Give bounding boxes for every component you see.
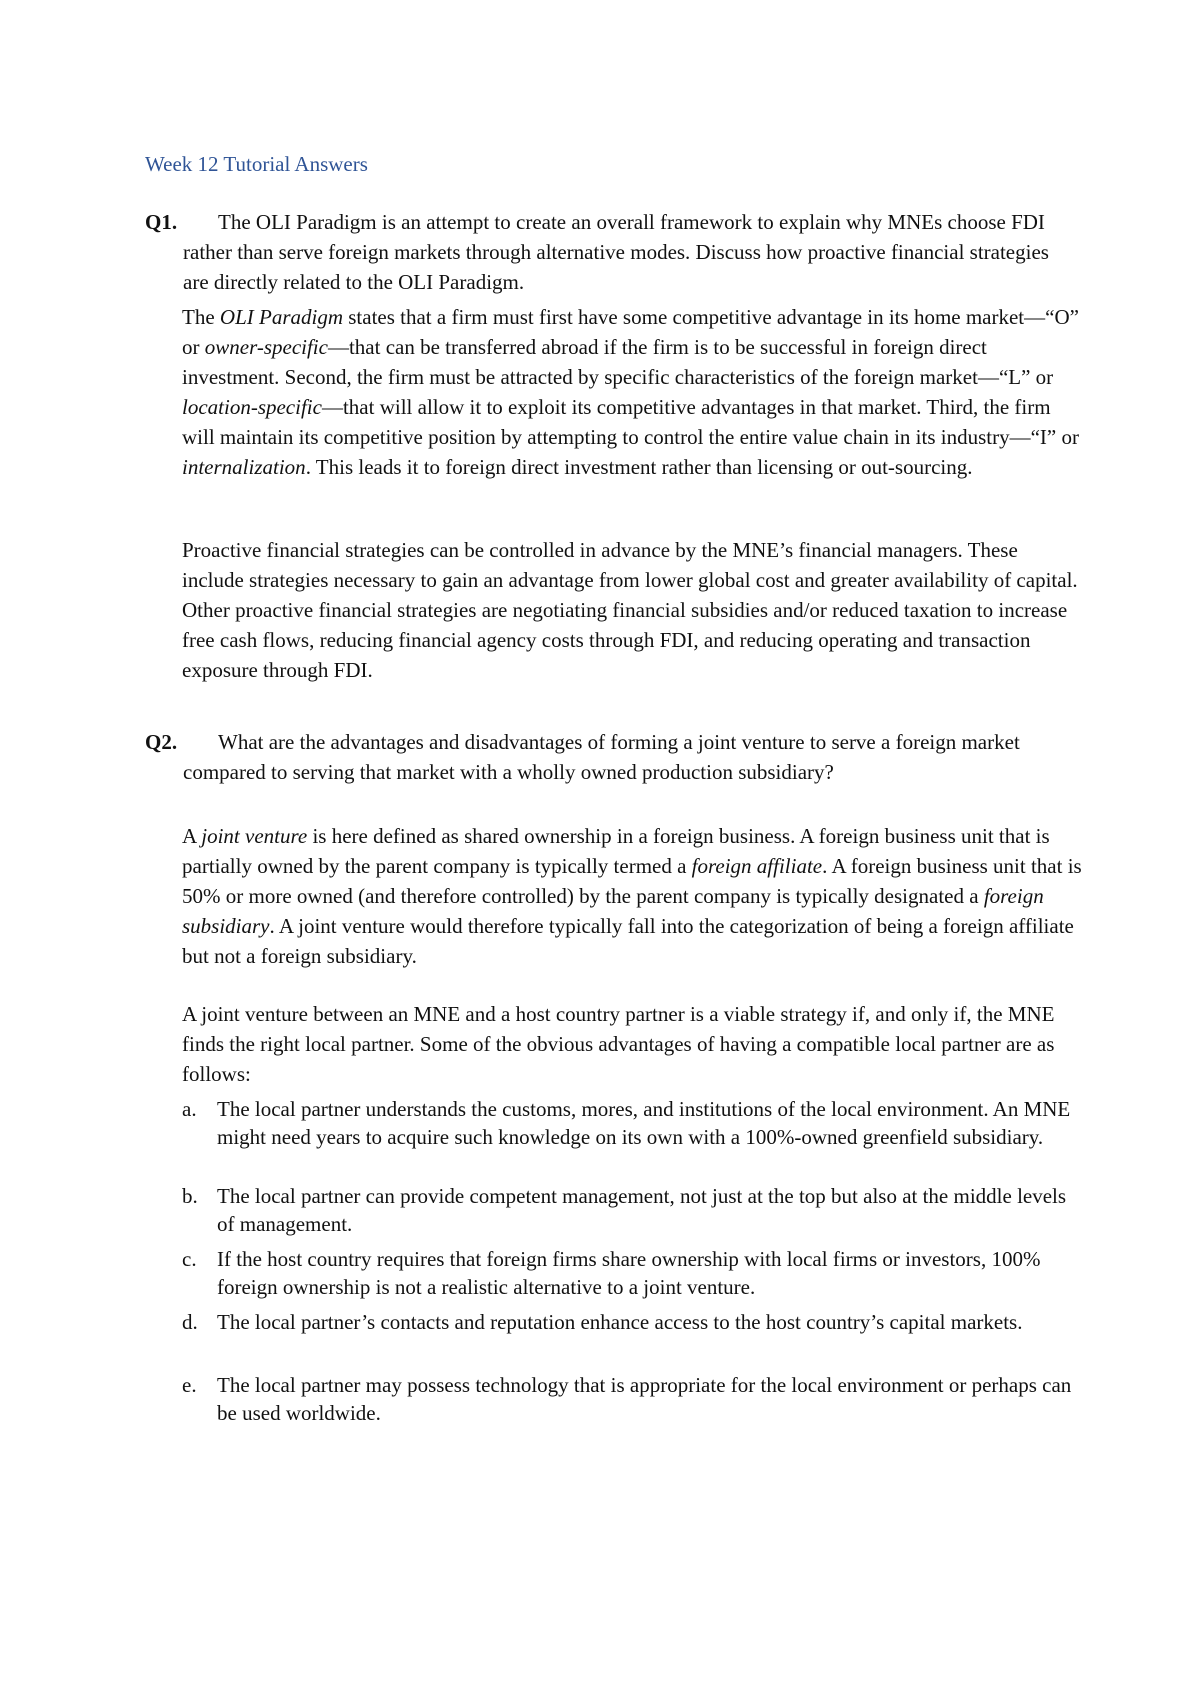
q2-answer-paragraph-2: A joint venture between an MNE and a host country partner is a viable strategy if, and only if, the MNE finds the right local partner. Some of the obvious advantages of having a compatible local partner are as follows: [182,1002,1055,1086]
list-item-text: The local partner’s contacts and reputation enhance access to the host country’s capital markets. [217,1310,1023,1334]
q2-answer-paragraph-1: A joint venture is here defined as shared ownership in a foreign business. A foreign business unit that is partially owned by the parent company is typically termed a foreign affiliate. A foreign business unit that is 50% or more owned (and therefore controlled) by the parent company is typically designated a foreign subsidiary. A joint venture would therefore typically fall into the categorization of being a foreign affiliate but not a foreign subsidiary. [182,824,1082,968]
list-item-text: The local partner may possess technology that is appropriate for the local environment or perhaps can be used worldwide. [217,1373,1072,1425]
question-2 [145,727,1075,787]
list-marker: b. [182,1184,198,1208]
list-marker: a. [182,1097,197,1121]
list-item-text: The local partner understands the customs, mores, and institutions of the local environment. An MNE might need years to acquire such knowledge on its own with a 100%-owned greenfield subsidiary. [217,1097,1071,1149]
document-title: Week 12 Tutorial Answers [145,152,368,176]
list-item [182,1182,1082,1238]
question-1-text: The OLI Paradigm is an attempt to create an overall framework to explain why MNEs choose FDI rather than serve foreign markets through alternative modes. Discuss how proactive financial strategies are directly related to the OLI Paradigm. [183,210,1049,294]
question-2-text: What are the advantages and disadvantages of forming a joint venture to serve a foreign market compared to serving that market with a wholly owned production subsidiary? [183,730,1020,784]
q1-answer-paragraph-1: The OLI Paradigm states that a firm must first have some competitive advantage in its home market—“O” or owner-specific—that can be transferred abroad if the firm is to be successful in foreign direct investment. Second, the firm must be attracted by specific characteristics of the foreign market—“L” or location-specific—that will allow it to exploit its competitive advantages in that market. Third, the firm will maintain its competitive position by attempting to control the entire value chain in its industry—“I” or internalization. This leads it to foreign direct investment rather than licensing or out-sourcing. [182,305,1079,479]
list-marker: e. [182,1373,197,1397]
question-1-number: Q1. [145,210,178,234]
question-2-number: Q2. [145,730,178,754]
list-item [182,1245,1082,1301]
list-item-text: If the host country requires that foreign firms share ownership with local firms or investors, 100% foreign ownership is not a realistic alternative to a joint venture. [217,1247,1041,1299]
q1-answer-paragraph-2: Proactive financial strategies can be controlled in advance by the MNE’s financial managers. These include strategies necessary to gain an advantage from lower global cost and greater availability of capital. Other proactive financial strategies are negotiating financial subsidies and/or reduced taxation to increase free cash flows, reducing financial agency costs through FDI, and reducing operating and transaction exposure through FDI. [182,538,1078,682]
list-marker: d. [182,1310,198,1334]
list-item [182,1371,1082,1427]
list-item [182,1095,1082,1151]
question-1 [145,207,1075,297]
list-marker: c. [182,1247,197,1271]
list-item-text: The local partner can provide competent management, not just at the top but also at the middle levels of management. [217,1184,1067,1236]
list-item [182,1308,1082,1336]
